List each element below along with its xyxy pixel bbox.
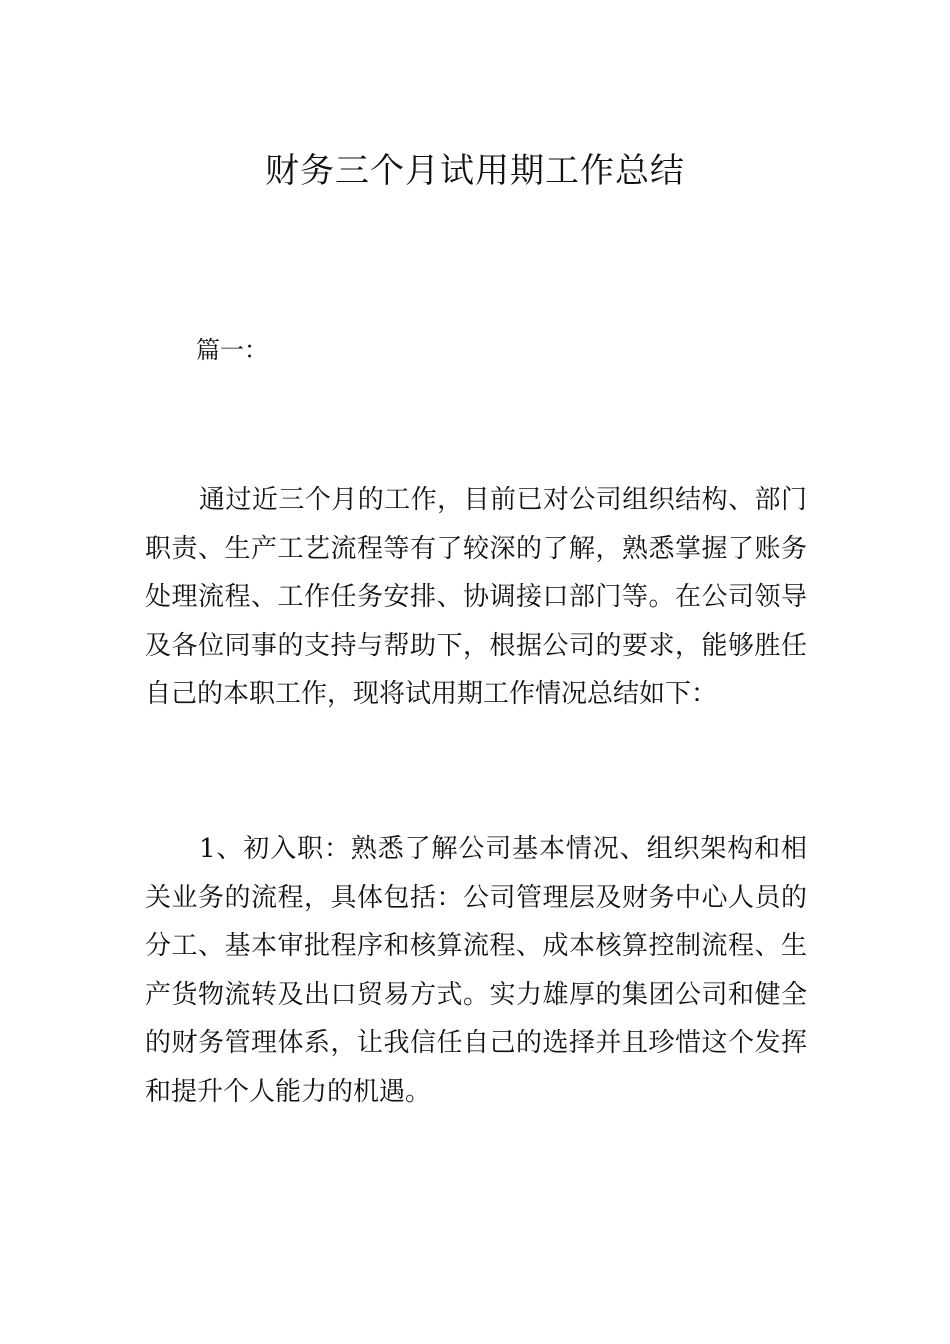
paragraph-intro: 通过近三个月的工作，目前已对公司组织结构、部门职责、生产工艺流程等有了较深的了解，熟悉掌握了账务处理流程、工作任务安排、协调接口部门等。在公司领导及各位同事的支持与帮助下，根据公司的要求，能够胜任自己的本职工作，现将试用期工作情况总结如下：	[145, 485, 807, 709]
section-label: 篇一：	[196, 336, 268, 364]
paragraph-item-1: 1、初入职：熟悉了解公司基本情况、组织架构和相关业务的流程，具体包括：公司管理层及财务中心人员的分工、基本审批程序和核算流程、成本核算控制流程、生产货物流转及出口贸易方式。实力雄厚的集团公司和健全的财务管理体系，让我信任自己的选择并且珍惜这个发挥和提升个人能力的机遇。	[145, 834, 807, 1107]
document-title: 财务三个月试用期工作总结	[265, 150, 685, 191]
